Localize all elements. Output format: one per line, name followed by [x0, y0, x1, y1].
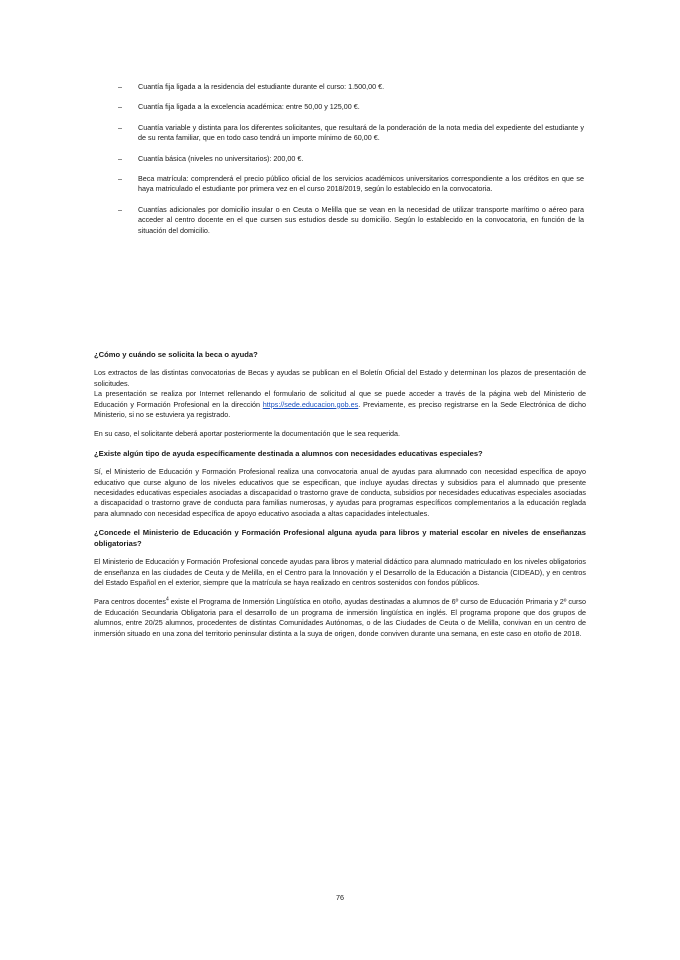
paragraph: Los extractos de las distintas convocatorias de Becas y ayudas se publican en el Boletín Oficial del Estado y determinan los plazos de presentación de solicitudes. [94, 368, 586, 388]
paragraph: Sí, el Ministerio de Educación y Formación Profesional realiza una convocatoria anual de ayudas para alumnado con necesidad específica de apoyo educativo que curse alguno de los niveles educativos que se especifican, que incluye ayudas directas y subsidios para el alumnado que presente necesidades educativas especiales asociadas a discapacidad o trastorno grave de conducta, subsidios por necesidades educativas especiales asociadas a discapacidad o trastorno grave de conducta para familias numerosas, y ayudas para programas específicos complementarios a la educación reglada para alumnado con necesidad específica de apoyo educativo asociada a altas capacidades intelectuales. [94, 467, 586, 518]
bullet-text: Cuantía fija ligada a la residencia del estudiante durante el curso: 1.500,00 €. [138, 82, 385, 91]
dash-bullet-icon: – [118, 204, 122, 214]
dash-bullet-icon: – [118, 122, 122, 132]
sede-link[interactable]: https://sede.educacion.gob.es [262, 399, 359, 409]
list-item [118, 102, 584, 112]
list-item [118, 205, 584, 236]
section-heading-special-needs: ¿Existe algún tipo de ayuda específicamente destinada a alumnos con necesidades educativas especiales? [94, 448, 483, 458]
bullet-text: Cuantías adicionales por domicilio insular o en Ceuta o Melilla que se vean en la necesidad de utilizar transporte marítimo o aéreo para acceder al centro docente en el que cursen sus estudios desde su domicilio. Según lo establecido en la convocatoria, en función de la situación del domicilio. [138, 204, 584, 235]
bullet-text: Cuantía variable y distinta para los diferentes solicitantes, que resultará de la ponderación de la nota media del expediente del estudiante y de su renta familiar, que en todo caso tendrá un importe mínimo de 60,00 €. [138, 122, 584, 143]
list-item [118, 154, 584, 164]
dash-bullet-icon: – [118, 82, 122, 91]
dash-bullet-icon: – [118, 174, 122, 184]
paragraph-text: . Previamente, es preciso registrarse en la Sede Electrónica de dicho Ministerio, si no se estuviera ya registrado. [94, 399, 586, 420]
page-number: 76 [336, 893, 344, 902]
main-content [94, 350, 586, 648]
bullet-list [118, 82, 584, 246]
bullet-text: Beca matrícula: comprenderá el precio público oficial de los servicios académicos universitarios correspondiente a los créditos en que se haya matriculado el estudiante por primera vez en el curso 2018/2019, según lo establecido en la convocatoria. [138, 174, 584, 194]
dash-bullet-icon: – [118, 153, 122, 163]
paragraph-text: La presentación se realiza por Internet rellenando el formulario de solicitud al que se puede acceder a través de la página web del Ministerio de Educación y Formación Profesional en la dirección [94, 389, 586, 409]
list-item [118, 123, 584, 144]
paragraph: El Ministerio de Educación y Formación Profesional concede ayudas para libros y material didáctico para alumnado matriculado en los niveles obligatorios de enseñanza en las ciudades de Ceuta y de Melilla, en el Centro para la Innovación y el Desarrollo de la Educación a Distancia (CIDEAD), y en centros del Estado Español en el exterior, siempre que la matrícula se haya realizado en centros sostenidos con fondos públicos. [94, 557, 586, 587]
list-item [118, 174, 584, 195]
section-heading-how-to-apply: ¿Cómo y cuándo se solicita la beca o ayuda? [94, 350, 258, 359]
list-item [118, 82, 584, 92]
footnote-marker: 4 [165, 596, 169, 603]
paragraph-text: existe el Programa de Inmersión Lingüística en otoño, ayudas destinadas a alumnos de 6º curso de Educación Primaria y 2º curso de Educación Secundaria Obligatoria para el desarrollo de un programa de inmersión lingüística en inglés. El programa propone que dos grupos de alumnos, entre 20/25 alumnos, procedentes de distintas Comunidades Autónomas, o de las Ciudades de Ceuta o de Melilla, convivan en un centro de inmersión situado en una zona del territorio peninsular distinta a la suya de origen, donde conviven durante una semana, en este caso en otoño de 2018. [94, 597, 586, 638]
paragraph-text: Para centros docentes [94, 597, 166, 607]
bullet-text: Cuantía fija ligada a la excelencia académica: entre 50,00 y 125,00 €. [138, 102, 360, 112]
paragraph [94, 597, 586, 639]
bullet-text: Cuantía básica (niveles no universitarios): 200,00 €. [138, 153, 304, 163]
section-heading-books-aid: ¿Concede el Ministerio de Educación y Formación Profesional alguna ayuda para libros y material escolar en niveles de enseñanzas obligatorias? [94, 528, 586, 548]
paragraph [94, 389, 586, 420]
dash-bullet-icon: – [118, 102, 122, 112]
paragraph: En su caso, el solicitante deberá aportar posteriormente la documentación que le sea requerida. [94, 429, 401, 439]
